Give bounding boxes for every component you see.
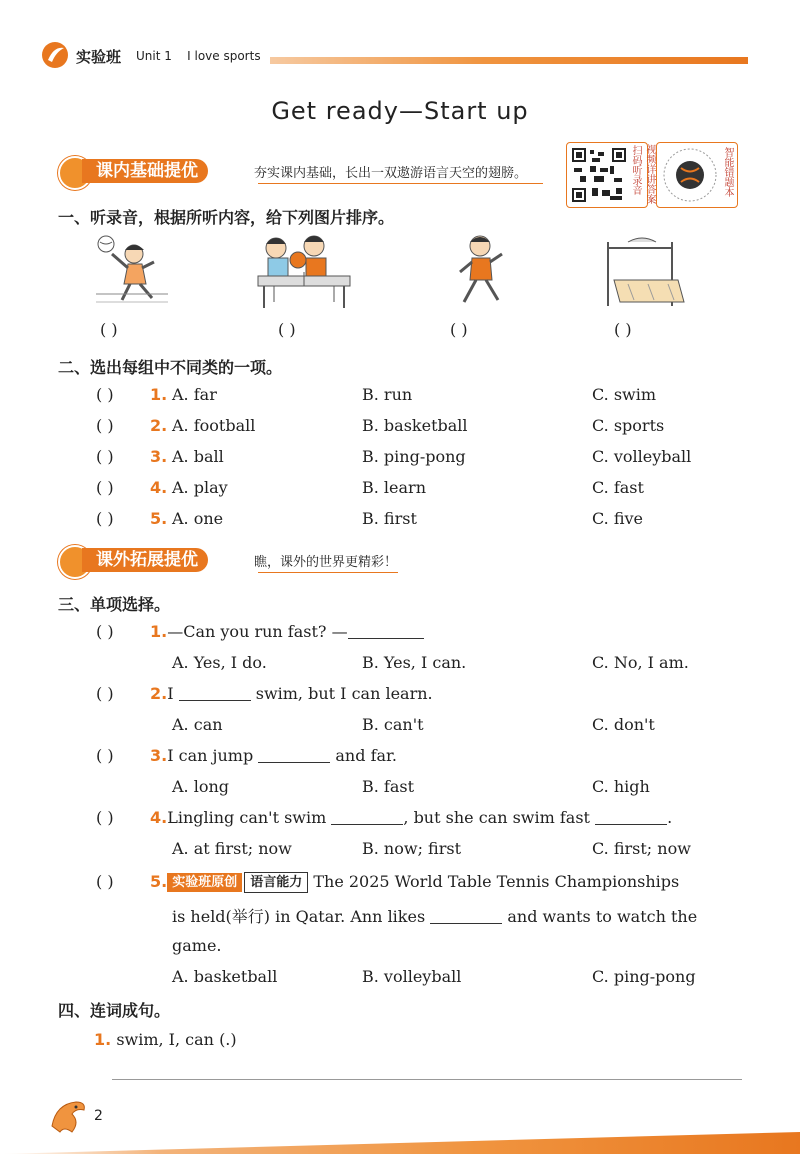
qr-card-1 — [566, 142, 648, 208]
s3-q5-text3: game. — [172, 936, 222, 955]
s3-q1-blank[interactable] — [348, 624, 424, 639]
section1-heading: 一、听录音，根据所听内容，给下列图片排序。 — [58, 208, 395, 227]
s3-bracket-5[interactable]: ( ) — [96, 872, 114, 891]
s3-bracket-1[interactable]: ( ) — [96, 622, 114, 641]
s2-q3-c: C. volleyball — [592, 447, 692, 466]
s3-q5-line2 — [172, 904, 697, 927]
s3-q2-blank[interactable] — [179, 686, 251, 701]
s2-bracket-2[interactable]: ( ) — [96, 416, 114, 435]
s3-q5-text1: The 2025 World Table Tennis Championships — [313, 872, 680, 891]
qr1-label: 扫码听录音 — [630, 145, 641, 195]
s2-num-3: 3. — [150, 447, 168, 466]
s3-q3-c: C. high — [592, 777, 650, 796]
section4-heading: 四、连词成句。 — [58, 1001, 171, 1020]
s3-q5-c: C. ping-pong — [592, 967, 696, 986]
s2-q5-c: C. five — [592, 509, 644, 528]
s3-q5-text2a: is held(举行) in Qatar. Ann likes — [172, 907, 426, 926]
picture-answer-3[interactable]: ( ) — [450, 320, 468, 339]
s3-q4-c: C. first; now — [592, 839, 691, 858]
s3-num-2: 2. — [150, 684, 168, 703]
s2-bracket-5[interactable]: ( ) — [96, 509, 114, 528]
logo-icon — [40, 40, 70, 70]
section-banner-1 — [58, 156, 543, 186]
header-bar — [270, 57, 748, 64]
s2-bracket-4[interactable]: ( ) — [96, 478, 114, 497]
ball-qr-icon[interactable] — [661, 146, 719, 204]
footer-bar — [0, 1132, 800, 1154]
s2-q1-b: B. run — [362, 385, 413, 404]
banner-label-1: 课内基础提优 — [82, 159, 208, 183]
s3-q2-post: swim, but I can learn. — [255, 684, 433, 703]
s3-q5-text2b: and wants to watch the — [507, 907, 698, 926]
s3-q1-c: C. No, I am. — [592, 653, 689, 672]
banner-note-2: 瞧，课外的世界更精彩！ — [254, 555, 398, 570]
s3-num-4: 4. — [150, 808, 168, 827]
s3-q4-b: B. now; first — [362, 839, 461, 858]
s3-q3-blank[interactable] — [258, 748, 330, 763]
s2-num-5: 5. — [150, 509, 168, 528]
s3-q5-blank[interactable] — [430, 909, 502, 924]
s2-num-1: 1. — [150, 385, 168, 404]
s2-bracket-1[interactable]: ( ) — [96, 385, 114, 404]
s3-q5-b: B. volleyball — [362, 967, 462, 986]
s3-q4-a: A. at first; now — [172, 839, 292, 858]
s3-q4-pre: Lingling can't swim — [167, 808, 327, 827]
high-jump-picture — [598, 232, 688, 312]
s3-q2 — [150, 684, 433, 703]
s3-bracket-3[interactable]: ( ) — [96, 746, 114, 765]
s3-q1-text: —Can you run fast? — — [167, 622, 348, 641]
s3-q3-pre: I can jump — [167, 746, 254, 765]
banner-note-1: 夯实课内基础，长出一双遨游语言天空的翅膀。 — [254, 166, 528, 181]
s2-q5-b: B. first — [362, 509, 417, 528]
s3-q4-blank-2[interactable] — [595, 810, 667, 825]
s3-q3 — [150, 746, 397, 765]
answer-line[interactable] — [112, 1079, 742, 1080]
s2-q3-a: A. ball — [172, 447, 224, 466]
picture-answer-4[interactable]: ( ) — [614, 320, 632, 339]
s3-q2-c: C. don't — [592, 715, 655, 734]
s2-q2-b: B. basketball — [362, 416, 468, 435]
s3-q3-a: A. long — [172, 777, 230, 796]
logo-text: 实验班 — [76, 48, 122, 66]
s3-q4-mid: , but she can swim fast — [403, 808, 590, 827]
s3-num-5: 5. — [150, 872, 168, 891]
page-number: 2 — [94, 1108, 103, 1124]
s3-q2-b: B. can't — [362, 715, 424, 734]
s2-q2-c: C. sports — [592, 416, 665, 435]
qr1-label-2: 视频详讲答案 — [644, 144, 655, 204]
dolphin-mascot-icon — [46, 1096, 90, 1140]
s2-bracket-3[interactable]: ( ) — [96, 447, 114, 466]
s3-q4-blank-1[interactable] — [331, 810, 403, 825]
s2-q4-a: A. play — [172, 478, 228, 497]
s2-q4-b: B. learn — [362, 478, 427, 497]
picture-answer-1[interactable]: ( ) — [100, 320, 118, 339]
s3-num-3: 3. — [150, 746, 168, 765]
original-tag: 实验班原创 — [167, 873, 242, 892]
s3-q1 — [150, 622, 424, 641]
language-ability-tag: 语言能力 — [244, 872, 308, 893]
s3-q1-b: B. Yes, I can. — [362, 653, 467, 672]
section3-heading: 三、单项选择。 — [58, 595, 171, 614]
s3-num-1: 1. — [150, 622, 168, 641]
s4-num-1: 1. — [94, 1030, 112, 1049]
s3-q5-line1 — [150, 872, 679, 893]
s2-q4-c: C. fast — [592, 478, 644, 497]
s3-q5-a: A. basketball — [172, 967, 278, 986]
section2-heading: 二、选出每组中不同类的一项。 — [58, 358, 283, 377]
ping-pong-picture — [254, 232, 354, 312]
qr-card-2 — [656, 142, 738, 208]
s2-q1-a: A. far — [172, 385, 217, 404]
running-boy-picture — [448, 232, 518, 312]
qr-code-icon[interactable] — [570, 146, 628, 204]
banner-label-2: 课外拓展提优 — [82, 548, 208, 572]
qr2-label: 智能错题本 — [722, 147, 733, 197]
s3-q2-pre: I — [167, 684, 174, 703]
s2-num-2: 2. — [150, 416, 168, 435]
s2-q3-b: B. ping-pong — [362, 447, 466, 466]
s3-q4 — [150, 808, 672, 827]
s3-q1-a: A. Yes, I do. — [172, 653, 267, 672]
unit-label: Unit 1 I love sports — [136, 49, 261, 63]
page-title: Get ready—Start up — [271, 97, 529, 125]
s2-num-4: 4. — [150, 478, 168, 497]
section-banner-2 — [58, 545, 398, 575]
s3-q3-post: and far. — [335, 746, 397, 765]
s2-q5-a: A. one — [172, 509, 224, 528]
s2-q1-c: C. swim — [592, 385, 657, 404]
s3-q4-post: . — [667, 808, 673, 827]
s3-q3-b: B. fast — [362, 777, 415, 796]
s4-q1-text: swim, I, can (.) — [116, 1030, 237, 1049]
s4-q1 — [94, 1030, 237, 1049]
picture-answer-2[interactable]: ( ) — [278, 320, 296, 339]
s3-bracket-4[interactable]: ( ) — [96, 808, 114, 827]
s3-q2-a: A. can — [172, 715, 223, 734]
s2-q2-a: A. football — [172, 416, 256, 435]
s3-bracket-2[interactable]: ( ) — [96, 684, 114, 703]
volleyball-picture — [92, 232, 172, 312]
